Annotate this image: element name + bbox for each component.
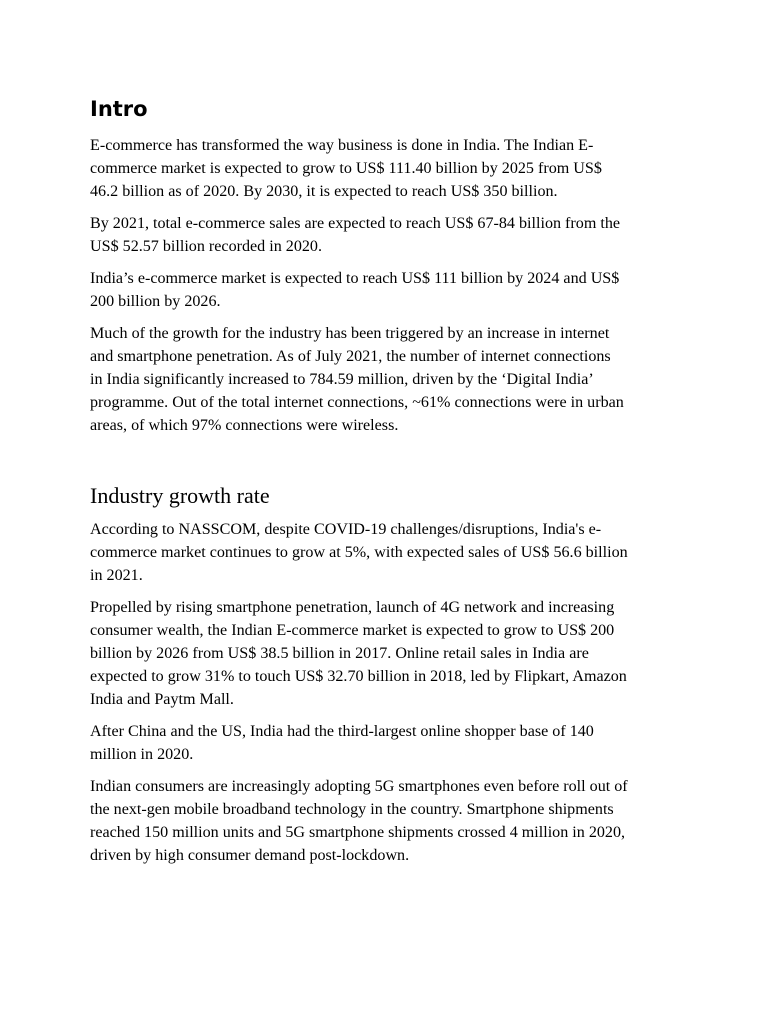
industry-growth-heading: Industry growth rate [90, 483, 270, 508]
growth-paragraph-4: Indian consumers are increasingly adopting 5G smartphones even before roll out of the next-gen mobile broadband technology in the country. Smartphone shipments reached 150 million units and 5G smartphone shipments crossed 4 million in 2020, driven by high consumer demand post-lockdown. [90, 778, 628, 864]
growth-paragraph-2: Propelled by rising smartphone penetration, launch of 4G network and increasing consumer wealth, the Indian E-commerce market is expected to grow to US$ 200 billion by 2026 from US$ 38.5 billion in 2017. Online retail sales in India are expected to grow 31% to touch US$ 32.70 billion in 2018, led by Flipkart, Amazon India and Paytm Mall. [90, 599, 627, 708]
industry-growth-paragraphs [90, 518, 690, 876]
intro-paragraph-1: E-commerce has transformed the way business is done in India. The Indian E- commerce market is expected to grow to US$ 111.40 billion by 2025 from US$ 46.2 billion as of 2020. By 2030, it is expected to reach US$ 350 billion. [90, 137, 602, 200]
growth-paragraph-1: According to NASSCOM, despite COVID-19 challenges/disruptions, India's e- commerce market continues to grow at 5%, with expected sales of US$ 56.6 billion in 2021. [90, 521, 628, 584]
growth-paragraph-3: After China and the US, India had the third-largest online shopper base of 140 million in 2020. [90, 723, 594, 763]
intro-paragraphs [90, 134, 690, 446]
intro-paragraph-2: By 2021, total e-commerce sales are expected to reach US$ 67-84 billion from the US$ 52.57 billion recorded in 2020. [90, 215, 621, 255]
intro-heading: Intro [90, 97, 148, 121]
intro-paragraph-3: India’s e-commerce market is expected to reach US$ 111 billion by 2024 and US$ 200 billion by 2026. [90, 270, 620, 310]
intro-paragraph-4: Much of the growth for the industry has been triggered by an increase in internet and smartphone penetration. As of July 2021, the number of internet connections in India significantly increased to 784.59 million, driven by the ‘Digital India’ programme. Out of the total internet connections, ~61% connections were in urban areas, of which 97% connections were wireless. [90, 325, 624, 434]
